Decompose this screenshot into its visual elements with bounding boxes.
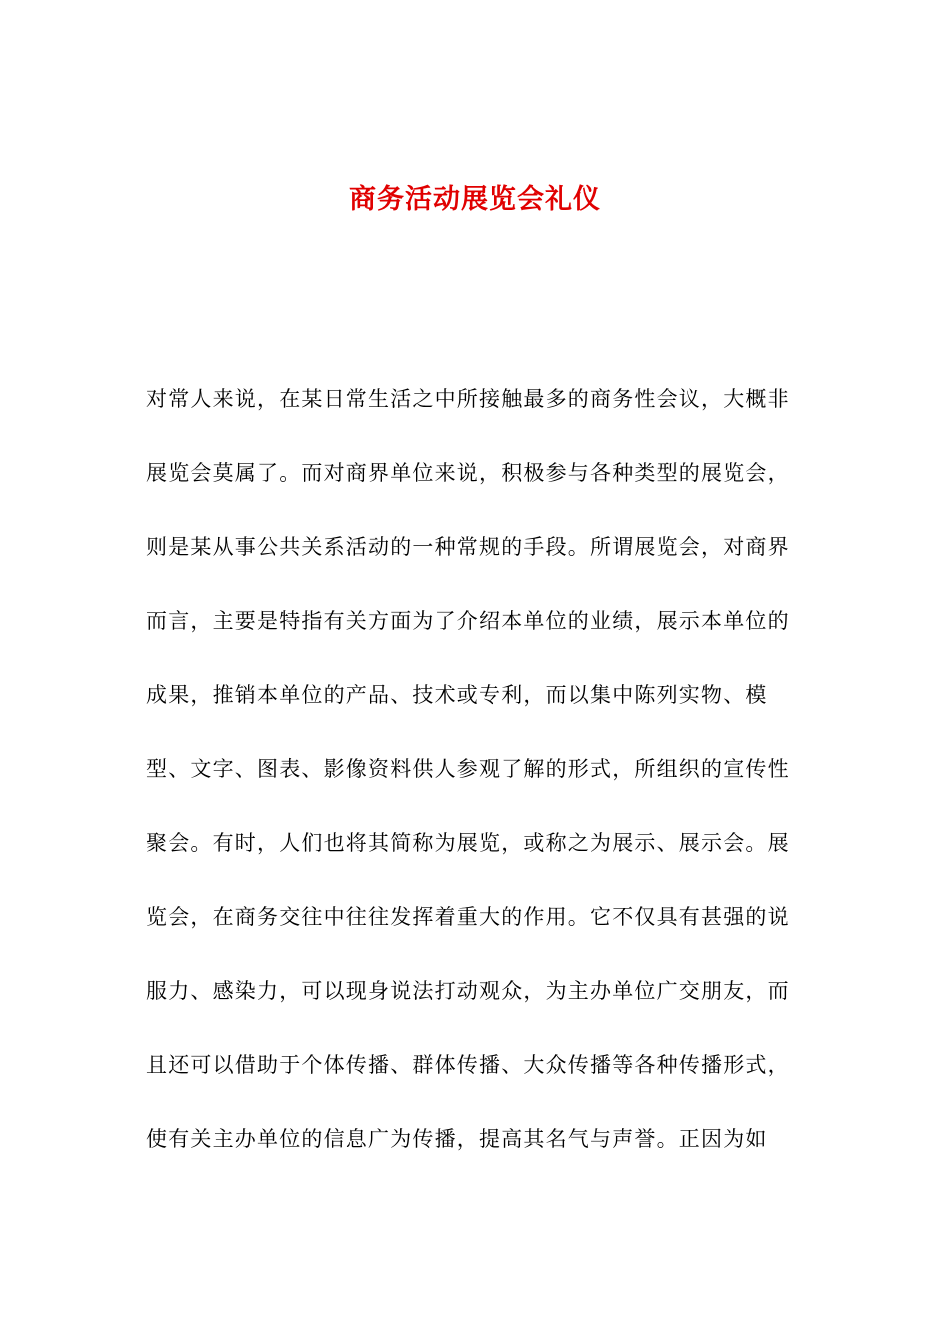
text-line: 成果，推销本单位的产品、技术或专利，而以集中陈列实物、模 [146, 683, 768, 707]
body-paragraph [146, 372, 806, 1186]
text-line: 展览会莫属了。而对商界单位来说，积极参与各种类型的展览会， [146, 461, 790, 485]
text-line: 使有关主办单位的信息广为传播，提高其名气与声誉。正因为如 [146, 1127, 768, 1151]
text-line: 型、文字、图表、影像资料供人参观了解的形式，所组织的宣传性 [146, 757, 790, 781]
text-line: 而言，主要是特指有关方面为了介绍本单位的业绩，展示本单位的 [146, 609, 790, 633]
text-line: 则是某从事公共关系活动的一种常规的手段。所谓展览会，对商界 [146, 535, 790, 559]
text-line: 且还可以借助于个体传播、群体传播、大众传播等各种传播形式， [146, 1053, 790, 1077]
text-line: 聚会。有时，人们也将其简称为展览，或称之为展示、展示会。展 [146, 831, 790, 855]
text-line: 览会，在商务交往中往往发挥着重大的作用。它不仅具有甚强的说 [146, 905, 790, 929]
text-line: 服力、感染力，可以现身说法打动观众，为主办单位广交朋友，而 [146, 979, 790, 1003]
document-title: 商务活动展览会礼仪 [349, 184, 601, 215]
text-line: 对常人来说，在某日常生活之中所接触最多的商务性会议，大概非 [146, 387, 790, 411]
